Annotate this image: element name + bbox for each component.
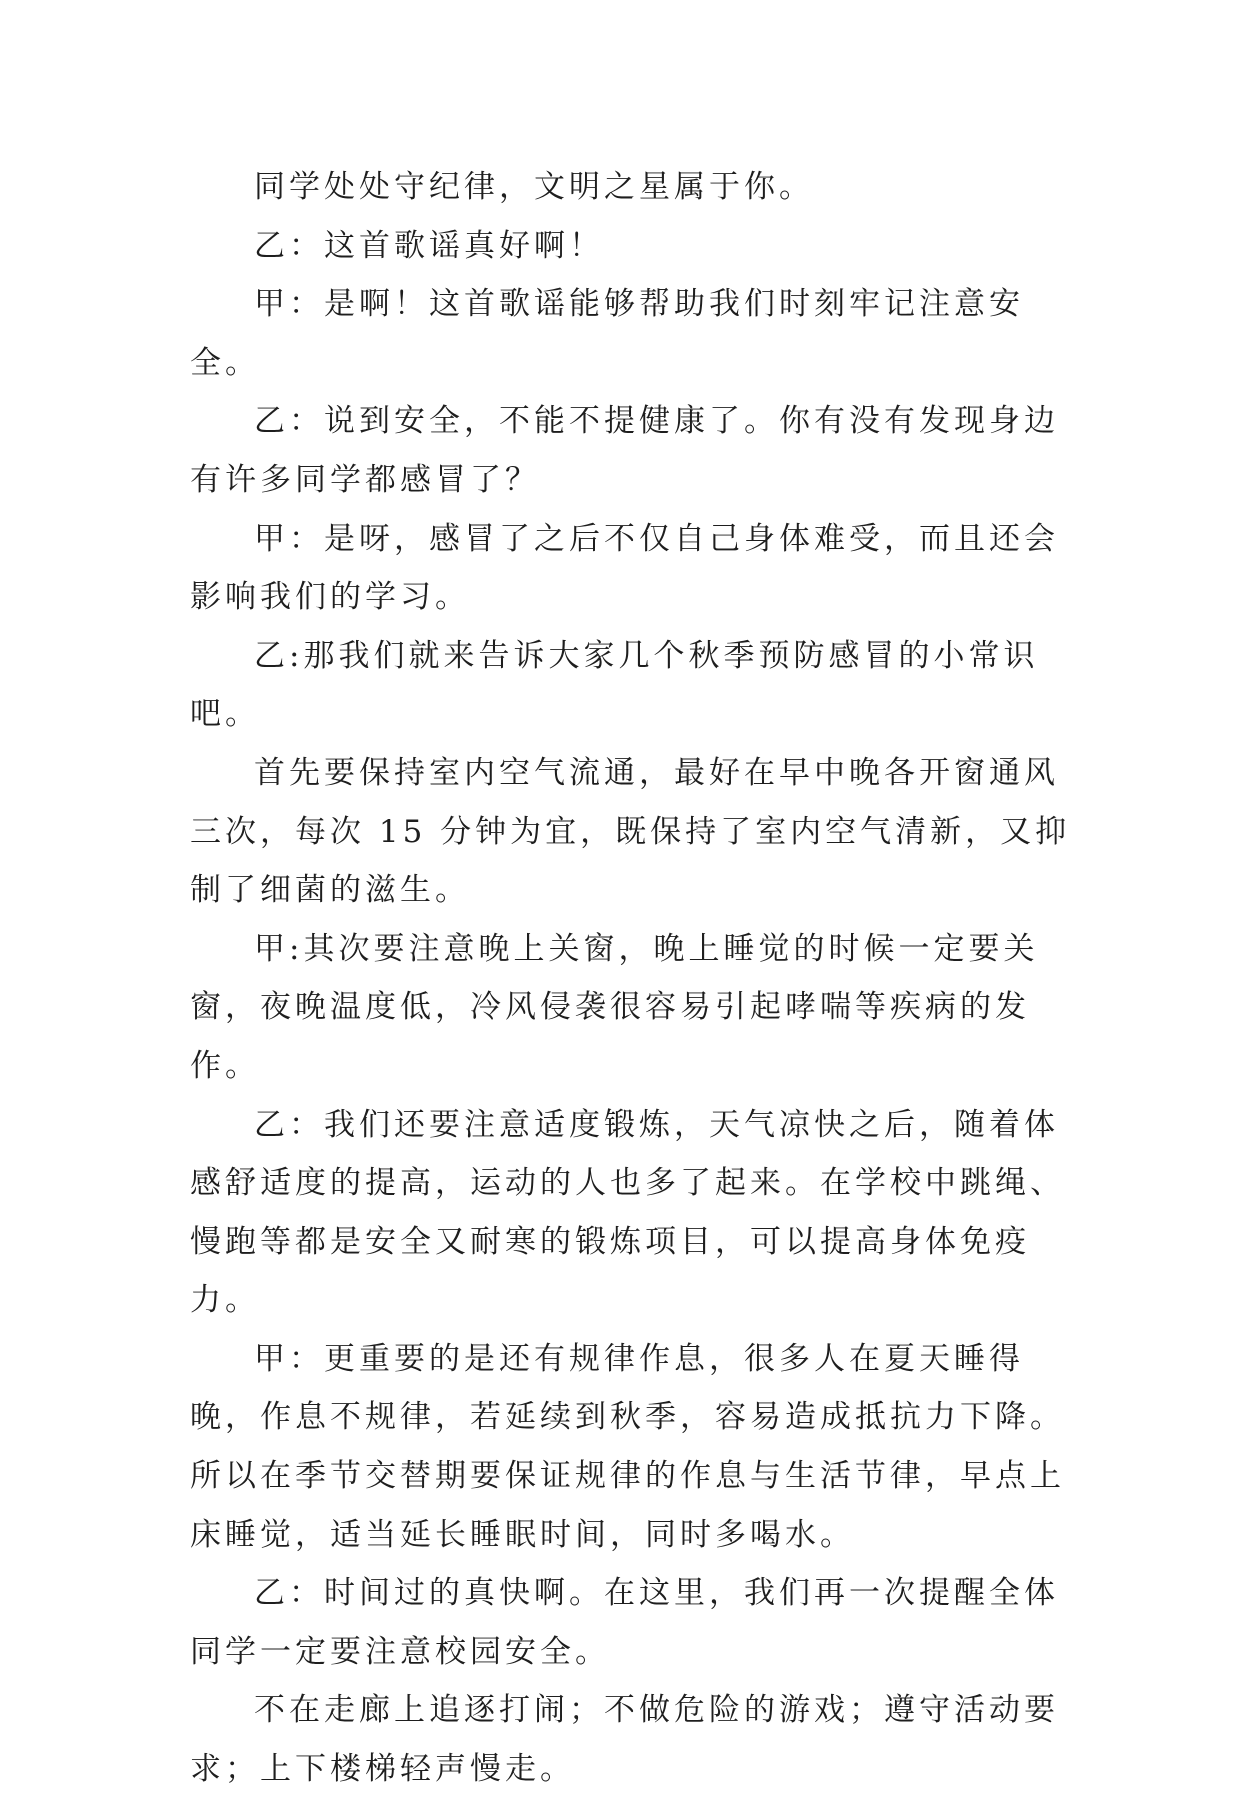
paragraph: 同学处处守纪律，文明之星属于你。 xyxy=(254,169,814,205)
paragraph: 首先要保持室内空气流通，最好在早中晚各开窗通风三次，每次 15 分钟为宜，既保持了室内空气清新，又抑制了细菌的滋生。 xyxy=(190,754,1071,909)
paragraph: 甲:其次要注意晚上关窗，晚上睡觉的时候一定要关窗，夜晚温度低，冷风侵袭很容易引起哮喘等疾病的发作。 xyxy=(190,930,1039,1084)
paragraph: 乙：我们还要注意适度锻炼，天气凉快之后，随着体感舒适度的提高，运动的人也多了起来。在学校中跳绳、慢跑等都是安全又耐寒的锻炼项目，可以提高身体免疫力。 xyxy=(190,1106,1065,1319)
paragraph: 乙:那我们就来告诉大家几个秋季预防感冒的小常识吧。 xyxy=(190,637,1039,733)
paragraph: 甲：更重要的是还有规律作息，很多人在夏天睡得晚，作息不规律，若延续到秋季，容易造成抵抗力下降。所以在季节交替期要保证规律的作息与生活节律，早点上床睡觉，适当延长睡眠时间，同时多喝水。 xyxy=(190,1340,1065,1553)
document-body xyxy=(190,158,1090,1799)
paragraph: 乙：说到安全，不能不提健康了。你有没有发现身边有许多同学都感冒了？ xyxy=(190,403,1059,498)
paragraph: 不在走廊上追逐打闹；不做危险的游戏；遵守活动要求；上下楼梯轻声慢走。 xyxy=(190,1692,1059,1788)
paragraph: 乙：这首歌谣真好啊！ xyxy=(254,227,604,264)
paragraph: 甲：是呀，感冒了之后不仅自己身体难受，而且还会影响我们的学习。 xyxy=(190,520,1059,616)
paragraph: 甲：是啊！这首歌谣能够帮助我们时刻牢记注意安全。 xyxy=(190,286,1024,381)
paragraph: 乙：时间过的真快啊。在这里，我们再一次提醒全体同学一定要注意校园安全。 xyxy=(190,1575,1059,1670)
